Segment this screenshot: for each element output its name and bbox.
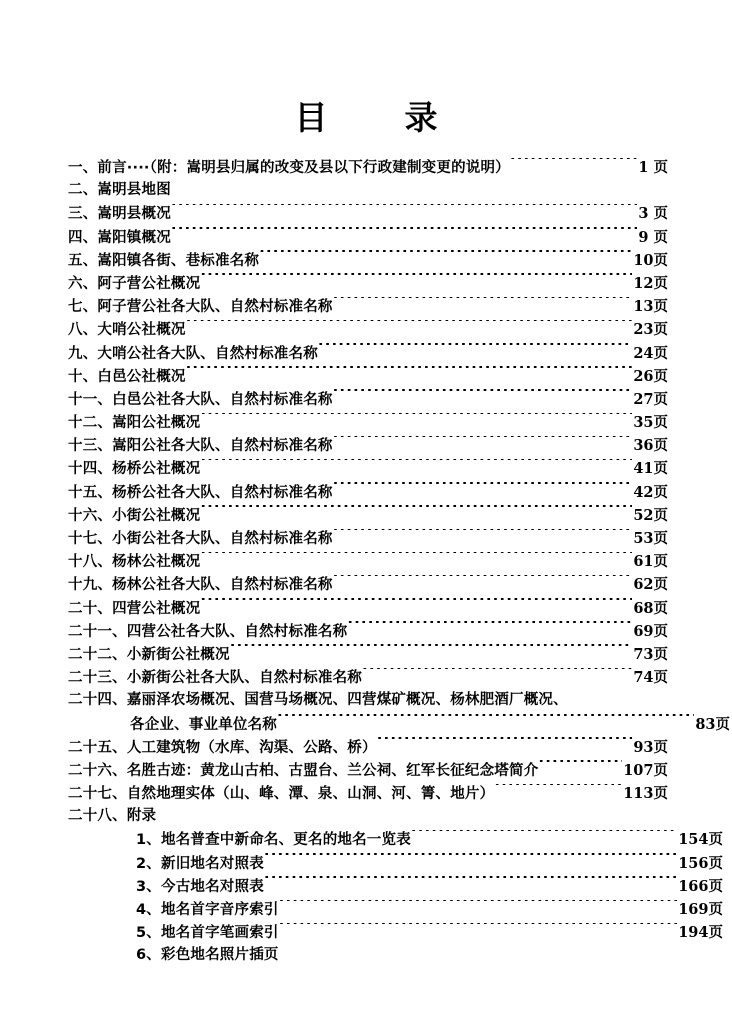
dot-leader [377, 737, 633, 752]
page-unit-label: 页 [653, 507, 668, 524]
entry-label: 四营公社概况 [112, 600, 201, 617]
page-number-value: 62 [633, 576, 654, 594]
page-number-value: 35 [633, 414, 654, 432]
toc-entry[interactable] [68, 342, 668, 365]
toc-entry[interactable] [68, 249, 668, 272]
entry-label: 大哨公社各大队、自然村标准名称 [97, 345, 318, 362]
appendix-item[interactable] [68, 944, 732, 967]
page-number-value: 36 [633, 437, 654, 455]
entry-label: 小新街公社概况 [126, 646, 230, 663]
dot-leader [200, 505, 632, 520]
page-number-value: 73 [633, 645, 654, 663]
page-unit-label: 页 [653, 461, 668, 478]
page-unit-label: 页 [653, 206, 668, 223]
toc-entry[interactable] [68, 666, 668, 689]
toc-entry[interactable] [68, 805, 668, 828]
dot-leader [411, 830, 677, 845]
dot-leader [200, 413, 632, 428]
page-number-value: 74 [633, 669, 654, 687]
page-unit-label: 页 [653, 391, 668, 408]
page-number [637, 226, 668, 249]
page-number [677, 852, 732, 875]
dot-leader [200, 598, 632, 613]
toc-entry[interactable] [68, 597, 668, 620]
entry-label: 嵩阳公社概况 [112, 415, 201, 432]
dot-leader [333, 529, 633, 544]
dot-leader [510, 158, 638, 173]
entry-label: 小街公社各大队、自然村标准名称 [112, 531, 333, 547]
page-number [632, 504, 668, 527]
entry-number: 六、 [68, 275, 98, 292]
appendix-item[interactable] [68, 875, 732, 898]
page-number [632, 295, 668, 318]
page-unit-label: 页 [653, 623, 668, 640]
entry-label: 嘉丽泽农场概况、国营马场概况、四营煤矿概况、杨林肥酒厂概况、 [126, 692, 568, 709]
appendix-item[interactable] [68, 898, 732, 921]
dot-leader [171, 180, 667, 195]
entry-number: 二十四、 [68, 692, 127, 709]
page-unit-label: 页 [653, 577, 668, 594]
page-unit-label: 页 [653, 646, 668, 663]
dot-leader [156, 806, 667, 821]
page-number-value: 68 [633, 599, 654, 617]
page-number-value: 24 [633, 344, 654, 362]
page-unit-label: 页 [653, 554, 668, 571]
dot-leader [333, 389, 633, 404]
page-unit-label: 页 [653, 762, 668, 779]
entry-label: 前言····（附：嵩明县归属的改变及县以下行政建制变更的说明） [97, 160, 510, 176]
entry-number: 十四、 [68, 461, 113, 478]
page-number [632, 481, 668, 504]
page-number-value: 52 [633, 506, 654, 524]
page-unit-label: 页 [653, 415, 668, 432]
page-number [677, 828, 732, 851]
entry-label: 自然地理实体（山、峰、潭、泉、山洞、河、箐、地片） [126, 786, 495, 803]
entry-number: 十三、 [68, 438, 113, 455]
page-number [637, 156, 668, 179]
entry-label: 小街公社概况 [112, 507, 201, 524]
dot-leader [568, 690, 667, 705]
page-unit-label: 页 [653, 368, 668, 385]
page-number-value: 107 [623, 761, 654, 779]
page-unit-label: 页 [653, 160, 668, 176]
page-number [632, 620, 668, 643]
dot-leader [362, 668, 632, 683]
dot-leader [259, 250, 632, 265]
entry-label: 嵩阳镇概况 [97, 229, 171, 246]
toc-entry[interactable] [68, 156, 668, 179]
entry-label: 杨桥公社各大队、自然村标准名称 [112, 484, 333, 501]
entry-number: 1、 [136, 832, 161, 849]
page-number-value: 194 [678, 924, 709, 942]
page-number-value: 113 [623, 785, 654, 803]
toc-entry[interactable] [68, 179, 668, 202]
page-unit-label: 页 [653, 484, 668, 501]
page-number-value: 53 [633, 530, 654, 547]
page-unit-label: 页 [653, 252, 668, 269]
dot-leader [264, 853, 677, 868]
page-number [677, 898, 732, 921]
entry-number: 九、 [68, 345, 98, 362]
page-title: 目 录 [294, 98, 460, 137]
toc-entry[interactable] [68, 272, 668, 295]
page-number-value: 169 [678, 901, 709, 918]
page-unit-label: 页 [653, 345, 668, 362]
dot-leader [318, 343, 632, 358]
entry-label: 嵩阳镇各街、巷标准名称 [97, 252, 260, 269]
page-number [632, 342, 668, 365]
toc-entry[interactable] [68, 736, 668, 759]
entry-number: 4、 [136, 902, 161, 918]
appendix-item[interactable] [68, 828, 732, 851]
page-number [632, 434, 668, 457]
page-unit-label: 页 [653, 670, 668, 687]
entry-label: 彩色地名照片插页 [161, 947, 279, 964]
page-number-value: 41 [633, 460, 654, 478]
toc-entry[interactable] [68, 527, 668, 550]
page-unit-label: 页 [708, 832, 723, 849]
dot-leader [186, 320, 633, 335]
toc-entry[interactable] [68, 759, 668, 782]
entry-number: 三、 [68, 206, 98, 223]
page-number [632, 643, 668, 666]
appendix-item[interactable] [68, 852, 732, 875]
dot-leader [538, 760, 622, 775]
entry-number: 十七、 [68, 531, 113, 547]
appendix-item[interactable] [68, 921, 732, 944]
page-number [632, 457, 668, 480]
page-unit-label: 页 [653, 322, 668, 339]
entry-label: 小新街公社各大队、自然村标准名称 [126, 670, 363, 687]
toc-entry[interactable] [68, 411, 668, 434]
toc-entry[interactable] [68, 457, 668, 480]
page-number-value: 10 [633, 251, 654, 269]
toc-entry[interactable] [68, 643, 668, 666]
page-number [622, 759, 668, 782]
dot-leader [333, 575, 633, 590]
entry-label: 嵩明县地图 [97, 182, 171, 199]
page-number [632, 318, 668, 341]
entry-label: 嵩明县概况 [97, 206, 171, 223]
dot-leader [171, 204, 638, 219]
entry-number: 二十二、 [68, 646, 127, 663]
entry-number: 二十三、 [68, 670, 127, 687]
page-number [694, 713, 730, 736]
entry-label: 嵩阳公社各大队、自然村标准名称 [112, 438, 333, 455]
dot-leader [279, 923, 678, 938]
toc-entry[interactable] [68, 504, 668, 527]
entry-number: 十六、 [68, 507, 113, 524]
entry-number: 二十六、 [68, 762, 127, 779]
entry-number: 四、 [68, 229, 98, 246]
page-number-value: 69 [633, 622, 654, 640]
page-unit-label: 页 [653, 438, 668, 455]
page-number [632, 272, 668, 295]
page-number [637, 202, 668, 225]
dot-leader [277, 714, 694, 729]
dot-leader [333, 482, 633, 497]
page-number [632, 666, 668, 689]
page-number-value: 26 [633, 367, 654, 385]
entry-label: 今古地名对照表 [161, 878, 264, 895]
page-number [677, 875, 732, 898]
toc-entry[interactable] [68, 295, 668, 318]
toc-entry[interactable] [68, 782, 668, 805]
page-number-value: 23 [633, 321, 654, 339]
entry-label: 杨林公社各大队、自然村标准名称 [112, 577, 333, 594]
page-number [632, 527, 668, 550]
entry-label: 杨桥公社概况 [112, 461, 201, 478]
dot-leader [347, 621, 632, 636]
entry-label: 地名普查中新命名、更名的地名一览表 [161, 832, 411, 849]
entry-number: 一、 [68, 160, 98, 176]
entry-label: 白邑公社概况 [97, 368, 186, 385]
dot-leader [230, 644, 633, 659]
dot-leader [200, 459, 632, 474]
entry-number: 6、 [136, 947, 161, 964]
page-number-value: 13 [633, 298, 654, 316]
page-unit-label: 页 [653, 531, 668, 547]
dot-leader [200, 552, 632, 567]
toc-entry[interactable] [68, 620, 668, 643]
dot-leader [264, 876, 677, 891]
page-number-value: 12 [633, 274, 654, 292]
toc-entry[interactable] [68, 434, 668, 457]
entry-number: 二十八、 [68, 808, 127, 825]
page-number-value: 27 [633, 390, 654, 408]
page-number [632, 388, 668, 411]
dot-leader [200, 273, 632, 288]
page-number-value: 166 [678, 877, 709, 895]
entry-number: 十、 [68, 368, 98, 385]
entry-label: 大哨公社概况 [97, 322, 186, 339]
entry-label: 四营公社各大队、自然村标准名称 [126, 623, 348, 640]
entry-label: 新旧地名对照表 [161, 855, 264, 872]
page-number [632, 249, 668, 272]
page-number [622, 782, 668, 805]
page-number [677, 921, 732, 944]
table-of-contents [68, 156, 730, 968]
page-number-value: 3 [638, 205, 649, 223]
page-unit-label: 页 [708, 925, 723, 942]
entry-label: 白邑公社各大队、自然村标准名称 [112, 391, 333, 408]
dot-leader [171, 227, 638, 242]
entry-number: 二十、 [68, 600, 113, 617]
dot-leader [494, 784, 622, 799]
page-unit-label: 页 [653, 299, 668, 316]
entry-label: 各企业、事业单位名称 [130, 716, 277, 733]
entry-label: 阿子营公社各大队、自然村标准名称 [97, 299, 333, 316]
entry-label: 地名首字音序索引 [161, 902, 279, 918]
entry-number: 2、 [136, 855, 161, 872]
page-unit-label: 页 [708, 855, 723, 872]
dot-leader [279, 900, 678, 915]
page-number [632, 573, 668, 596]
toc-entry[interactable] [68, 365, 668, 388]
toc-entry[interactable] [68, 573, 668, 596]
page-number [632, 411, 668, 434]
toc-entry[interactable] [68, 481, 668, 504]
page-unit-label: 页 [653, 275, 668, 292]
page-unit-label: 页 [653, 739, 668, 756]
page-number-value: 61 [633, 553, 654, 571]
entry-label: 地名首字笔画索引 [161, 925, 279, 942]
page-unit-label: 页 [653, 786, 668, 803]
toc-entry[interactable] [68, 202, 668, 225]
dot-leader [279, 945, 722, 960]
entry-number: 七、 [68, 299, 98, 316]
entry-label: 人工建筑物（水库、沟渠、公路、桥） [126, 739, 377, 756]
entry-number: 5、 [136, 925, 161, 942]
page-number-value: 154 [678, 831, 709, 849]
entry-label: 名胜古迹：黄龙山古柏、古盟台、兰公祠、红军长征纪念塔简介 [126, 762, 539, 779]
page-unit-label: 页 [708, 878, 723, 895]
page-number [632, 597, 668, 620]
entry-number: 十二、 [68, 415, 113, 432]
entry-label: 附录 [126, 808, 157, 825]
entry-number: 八、 [68, 322, 98, 339]
toc-entry[interactable] [68, 226, 668, 249]
entry-number: 十一、 [68, 391, 113, 408]
entry-number: 二十五、 [68, 739, 127, 756]
page-number-value: 42 [633, 483, 654, 501]
page-number [632, 365, 668, 388]
dot-leader [333, 297, 633, 312]
entry-number: 十九、 [68, 577, 113, 594]
page-number-value: 83 [695, 715, 716, 733]
page-unit-label: 页 [653, 600, 668, 617]
page-unit-label: 页 [708, 902, 723, 918]
entry-number: 二、 [68, 182, 98, 199]
entry-label: 杨林公社概况 [112, 554, 201, 571]
page-number-value: 9 [638, 228, 649, 246]
page-unit-label: 页 [715, 716, 730, 733]
page-unit-label: 页 [653, 229, 668, 246]
entry-label: 阿子营公社概况 [97, 275, 201, 292]
entry-number: 五、 [68, 252, 98, 269]
page-number-value: 156 [678, 854, 709, 872]
dot-leader [333, 436, 633, 451]
page-number [632, 736, 668, 759]
toc-entry[interactable] [68, 318, 668, 341]
toc-entry[interactable] [68, 388, 668, 411]
dot-leader [186, 366, 633, 381]
entry-number: 十五、 [68, 484, 113, 501]
page-number-value: 93 [633, 738, 654, 756]
entry-number: 二十七、 [68, 786, 127, 803]
entry-number: 二十一、 [68, 623, 127, 640]
toc-entry[interactable] [68, 713, 730, 736]
entry-number: 十八、 [68, 554, 113, 571]
toc-entry[interactable] [68, 689, 668, 712]
page-number-value: 1 [638, 159, 649, 176]
page-number [632, 550, 668, 573]
toc-entry[interactable] [68, 550, 668, 573]
entry-number: 3、 [136, 878, 161, 895]
